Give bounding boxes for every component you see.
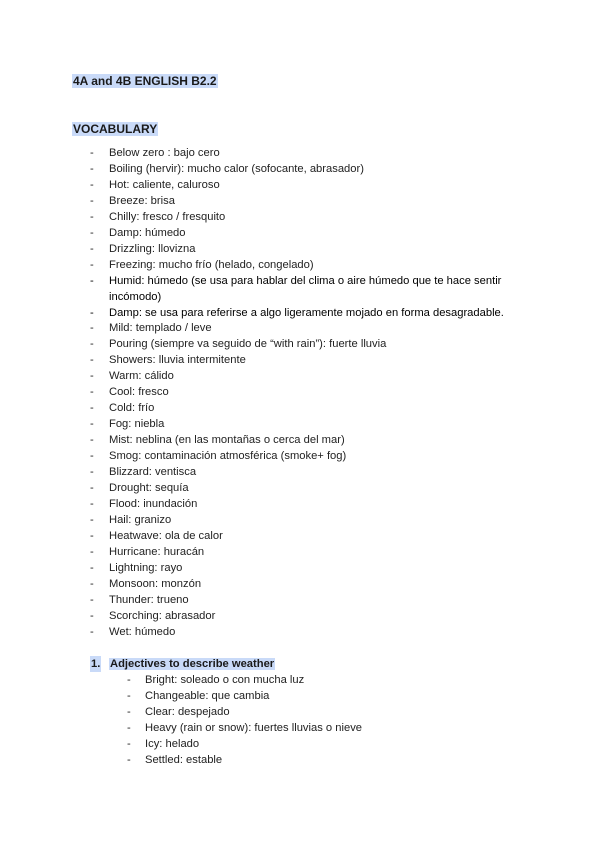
list-item-text: Blizzard: ventisca	[109, 466, 197, 479]
list-item-text: Chilly: fresco / fresquito	[109, 210, 226, 223]
bullet-dash: -	[90, 545, 94, 558]
list-item	[0, 449, 600, 465]
list-item	[0, 752, 600, 768]
list-item	[0, 417, 600, 433]
list-item-text: Clear: despejado	[145, 706, 230, 718]
list-item	[0, 385, 600, 401]
list-item-text: Cold: frío	[109, 402, 155, 415]
bullet-dash: -	[127, 690, 131, 702]
list-item	[0, 593, 600, 609]
list-item	[0, 481, 600, 497]
list-item-text: Freezing: mucho frío (helado, congelado)	[109, 258, 314, 271]
bullet-dash: -	[90, 466, 94, 479]
list-item	[0, 433, 600, 449]
list-item-text: Heatwave: ola de calor	[109, 529, 223, 542]
list-item	[0, 688, 600, 704]
list-item	[0, 210, 600, 226]
list-item-text: Mild: templado / leve	[109, 322, 212, 335]
list-item-text: Cool: fresco	[109, 386, 169, 399]
bullet-dash: -	[90, 147, 94, 159]
list-item	[0, 736, 600, 752]
list-item	[0, 561, 600, 577]
list-item	[0, 321, 600, 337]
list-item	[0, 146, 600, 162]
bullet-dash: -	[90, 561, 94, 574]
bullet-dash: -	[90, 609, 94, 622]
bullet-dash: -	[90, 226, 94, 239]
list-item-text: Drought: sequía	[109, 482, 189, 495]
list-item	[0, 178, 600, 194]
list-item	[0, 274, 600, 306]
bullet-dash: -	[90, 354, 94, 367]
list-item	[0, 353, 600, 369]
list-item-text: Hurricane: huracán	[109, 545, 205, 558]
list-item-text: Hail: granizo	[109, 513, 172, 526]
bullet-dash: -	[90, 258, 94, 271]
bullet-dash: -	[127, 754, 131, 766]
list-item	[0, 258, 600, 274]
bullet-dash: -	[90, 370, 94, 383]
list-item	[0, 465, 600, 481]
bullet-dash: -	[90, 513, 94, 526]
list-item-text: Settled: estable	[145, 754, 223, 766]
list-item-text: Hot: caliente, caluroso	[109, 178, 220, 191]
bullet-dash: -	[90, 242, 94, 255]
list-item	[0, 337, 600, 353]
list-item-text: Wet: húmedo	[109, 625, 176, 638]
bullet-dash: -	[90, 450, 94, 463]
list-item	[0, 513, 600, 529]
bullet-dash: -	[90, 418, 94, 431]
list-item-text: Humid: húmedo (se usa para hablar del clima o aire húmedo que te hace sentir incómodo)	[109, 274, 502, 303]
list-item	[0, 577, 600, 593]
bullet-dash: -	[90, 577, 94, 590]
list-item	[0, 162, 600, 178]
list-item-text: Below zero : bajo cero	[109, 147, 220, 159]
list-item-text: Thunder: trueno	[109, 593, 189, 606]
bullet-dash: -	[90, 625, 94, 638]
list-item-text: Heavy (rain or snow): fuertes lluvias o nieve	[145, 722, 363, 734]
section-heading-vocabulary: VOCABULARY	[73, 122, 158, 136]
bullet-dash: -	[90, 497, 94, 510]
bullet-dash: -	[90, 322, 94, 335]
list-item-text: Bright: soleado o con mucha luz	[145, 674, 305, 686]
list-item-text: Showers: lluvia intermitente	[109, 354, 246, 367]
list-item-text: Monsoon: monzón	[109, 577, 202, 590]
list-item-text: Breeze: brisa	[109, 194, 175, 207]
adjectives-heading	[0, 656, 600, 672]
bullet-dash: -	[90, 338, 94, 351]
list-item-text: Boiling (hervir): mucho calor (sofocante, abrasador)	[109, 162, 364, 175]
bullet-dash: -	[90, 434, 94, 447]
bullet-dash: -	[127, 674, 131, 686]
bullet-dash: -	[90, 194, 94, 207]
bullet-dash: -	[90, 402, 94, 415]
list-item-text: Scorching: abrasador	[109, 609, 216, 622]
list-item-text: Flood: inundación	[109, 497, 198, 510]
bullet-dash: -	[90, 482, 94, 495]
list-item	[0, 306, 600, 322]
list-item	[0, 401, 600, 417]
list-item	[0, 545, 600, 561]
bullet-dash: -	[90, 306, 94, 319]
bullet-dash: -	[90, 274, 94, 287]
list-number: 1.	[91, 658, 101, 670]
list-item-text: Fog: niebla	[109, 418, 165, 431]
list-item	[0, 529, 600, 545]
list-item-text: Drizzling: llovizna	[109, 242, 196, 255]
list-item	[0, 369, 600, 385]
document-title: 4A and 4B ENGLISH B2.2	[73, 74, 217, 88]
list-item	[0, 625, 600, 641]
list-item-text: Mist: neblina (en las montañas o cerca del mar)	[109, 434, 345, 447]
list-item-text: Smog: contaminación atmosférica (smoke+ fog)	[109, 450, 347, 463]
adjectives-section	[0, 656, 600, 768]
adjectives-list	[0, 672, 600, 768]
list-item	[0, 720, 600, 736]
bullet-dash: -	[90, 162, 94, 175]
list-item-text: Lightning: rayo	[109, 561, 183, 574]
list-item-text: Changeable: que cambia	[145, 690, 270, 702]
list-item	[0, 704, 600, 720]
list-item	[0, 242, 600, 258]
list-item	[0, 194, 600, 210]
bullet-dash: -	[127, 722, 131, 734]
adjectives-heading-text: Adjectives to describe weather	[110, 658, 275, 670]
bullet-dash: -	[127, 706, 131, 718]
list-item-text: Icy: helado	[145, 738, 200, 750]
list-item	[0, 609, 600, 625]
list-item	[0, 672, 600, 688]
bullet-dash: -	[90, 210, 94, 223]
list-item-text: Pouring (siempre va seguido de “with rain”): fuerte lluvia	[109, 338, 387, 351]
vocabulary-list	[0, 146, 600, 641]
list-item-text: Damp: se usa para referirse a algo ligeramente mojado en forma desagradable.	[109, 306, 504, 319]
list-item	[0, 497, 600, 513]
bullet-dash: -	[127, 738, 131, 750]
list-item-text: Damp: húmedo	[109, 226, 186, 239]
list-item	[0, 226, 600, 242]
bullet-dash: -	[90, 529, 94, 542]
list-item-text: Warm: cálido	[109, 370, 174, 383]
bullet-dash: -	[90, 593, 94, 606]
bullet-dash: -	[90, 386, 94, 399]
bullet-dash: -	[90, 178, 94, 191]
